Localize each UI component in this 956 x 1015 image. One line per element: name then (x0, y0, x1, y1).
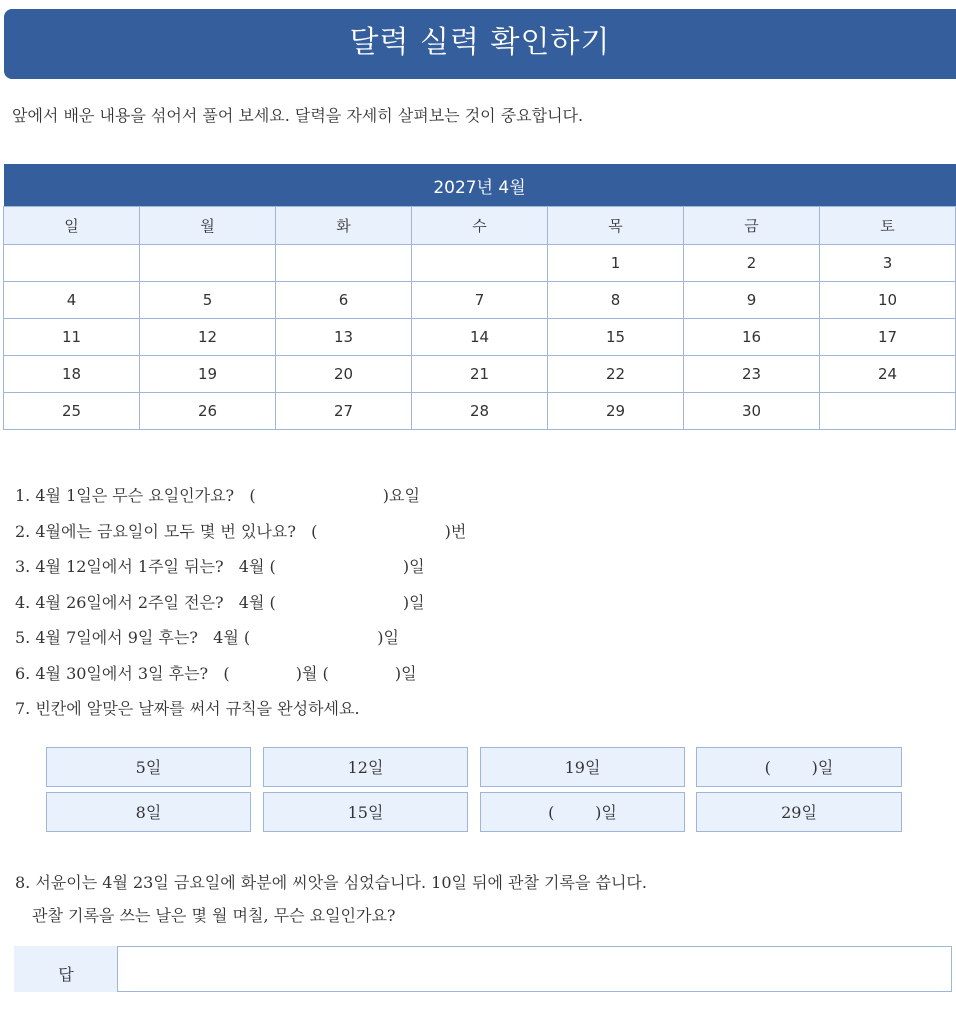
calendar-day-cell: 18 (4, 356, 140, 393)
calendar-day-cell: 24 (820, 356, 956, 393)
weekday-fri: 금 (684, 207, 820, 245)
pattern-cell: 5일 (46, 747, 251, 787)
calendar-day-cell: 3 (820, 245, 956, 282)
answer-label: 답 (14, 946, 118, 992)
pattern-cell: 8일 (46, 792, 251, 832)
calendar-day-cell: 14 (412, 319, 548, 356)
calendar-month-label: 2027년 4월 (4, 164, 956, 207)
weekday-header-row (4, 207, 956, 245)
calendar-week-row (4, 245, 956, 282)
calendar-day-cell: 5 (140, 282, 276, 319)
weekday-wed: 수 (412, 207, 548, 245)
calendar-day-cell: 30 (684, 393, 820, 430)
calendar-day-cell: 7 (412, 282, 548, 319)
calendar-day-cell: 8 (548, 282, 684, 319)
weekday-sun: 일 (4, 207, 140, 245)
answer-input[interactable] (117, 946, 952, 992)
calendar-day-cell: 22 (548, 356, 684, 393)
calendar-day-cell: 16 (684, 319, 820, 356)
calendar-day-cell (412, 245, 548, 282)
calendar-day-cell: 17 (820, 319, 956, 356)
calendar-week-row (4, 393, 956, 430)
question-5: 5. 4월 7일에서 9일 후는? 4월 ( )일 (15, 628, 399, 647)
calendar-day-cell: 28 (412, 393, 548, 430)
question-3: 3. 4월 12일에서 1주일 뒤는? 4월 ( )일 (15, 557, 425, 576)
weekday-tue: 화 (276, 207, 412, 245)
pattern-cell: 19일 (480, 747, 685, 787)
calendar-day-cell: 13 (276, 319, 412, 356)
calendar-day-cell: 27 (276, 393, 412, 430)
pattern-cell: 12일 (263, 747, 468, 787)
weekday-sat: 토 (820, 207, 956, 245)
question-7: 7. 빈칸에 알맞은 날짜를 써서 규칙을 완성하세요. (15, 699, 360, 718)
calendar-day-cell: 2 (684, 245, 820, 282)
question-8-line1: 8. 서윤이는 4월 23일 금요일에 화분에 씨앗을 심었습니다. 10일 뒤에 관찰 기록을 씁니다. (15, 873, 647, 892)
calendar-day-cell (4, 245, 140, 282)
calendar-day-cell: 9 (684, 282, 820, 319)
pattern-cell: 29일 (696, 792, 902, 832)
weekday-mon: 월 (140, 207, 276, 245)
weekday-thu: 목 (548, 207, 684, 245)
calendar-day-cell: 11 (4, 319, 140, 356)
intro-text: 앞에서 배운 내용을 섞어서 풀어 보세요. 달력을 자세히 살펴보는 것이 중요합니다. (12, 106, 584, 125)
calendar-day-cell: 12 (140, 319, 276, 356)
calendar-week-row (4, 356, 956, 393)
calendar-week-row (4, 282, 956, 319)
calendar-day-cell: 29 (548, 393, 684, 430)
calendar-week-row (4, 319, 956, 356)
calendar-day-cell: 4 (4, 282, 140, 319)
calendar-day-cell (140, 245, 276, 282)
calendar-day-cell: 25 (4, 393, 140, 430)
question-1: 1. 4월 1일은 무슨 요일인가요? ( )요일 (15, 486, 420, 505)
calendar-day-cell: 1 (548, 245, 684, 282)
pattern-cell: 15일 (263, 792, 468, 832)
pattern-blank-cell[interactable]: ( )일 (696, 747, 902, 787)
calendar-day-cell: 26 (140, 393, 276, 430)
calendar-day-cell: 20 (276, 356, 412, 393)
calendar-day-cell (276, 245, 412, 282)
calendar-day-cell: 19 (140, 356, 276, 393)
calendar-day-cell: 6 (276, 282, 412, 319)
calendar-day-cell: 21 (412, 356, 548, 393)
calendar-table (3, 164, 956, 430)
question-6: 6. 4월 30일에서 3일 후는? ( )월 ( )일 (15, 664, 417, 683)
question-4: 4. 4월 26일에서 2주일 전은? 4월 ( )일 (15, 593, 425, 612)
calendar-day-cell: 15 (548, 319, 684, 356)
calendar-day-cell: 10 (820, 282, 956, 319)
calendar-day-cell (820, 393, 956, 430)
question-8-line2: 관찰 기록을 쓰는 날은 몇 월 며칠, 무슨 요일인가요? (32, 906, 396, 925)
page-title: 달력 실력 확인하기 (4, 9, 956, 79)
calendar-day-cell: 23 (684, 356, 820, 393)
pattern-blank-cell[interactable]: ( )일 (480, 792, 685, 832)
question-2: 2. 4월에는 금요일이 모두 몇 번 있나요? ( )번 (15, 522, 467, 541)
